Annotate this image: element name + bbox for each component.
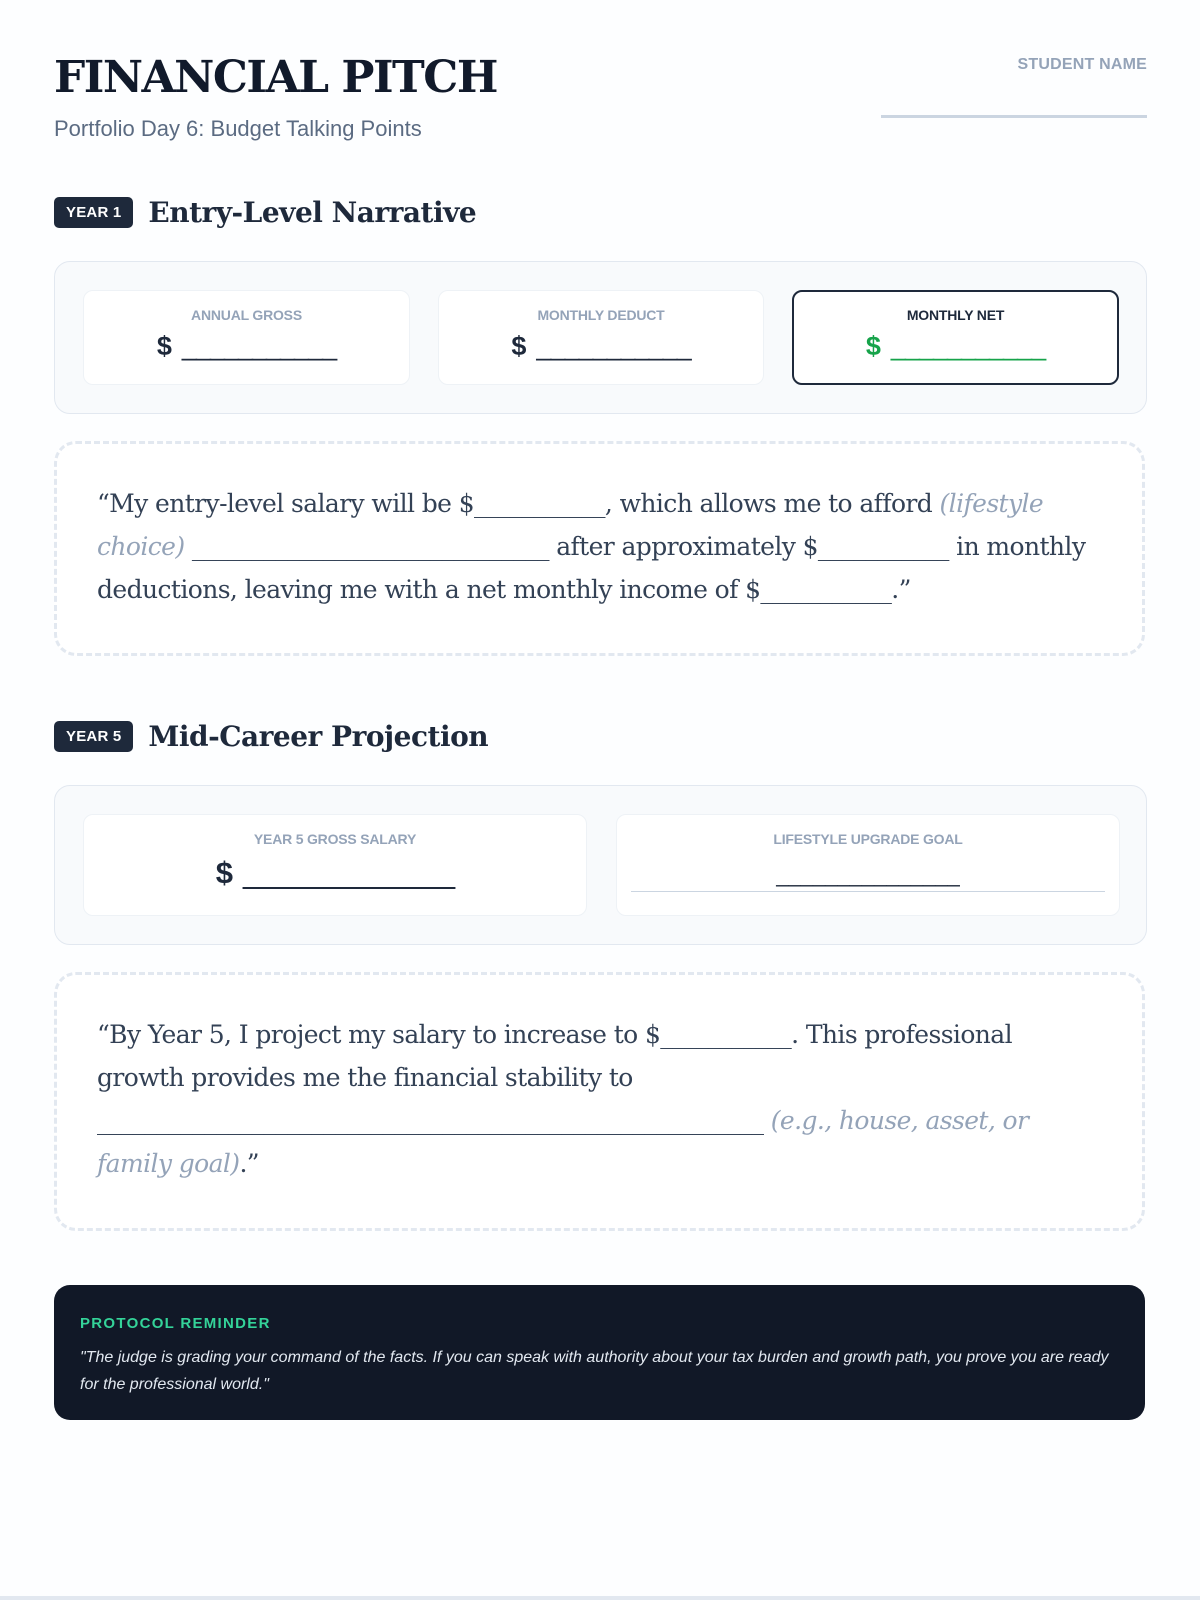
monthly-deduct-blank[interactable]: ___________ bbox=[536, 331, 691, 361]
lifestyle-upgrade-goal-field[interactable] bbox=[616, 814, 1120, 916]
currency-symbol: $ bbox=[156, 331, 172, 361]
lifestyle-upgrade-goal-label: LIFESTYLE UPGRADE GOAL bbox=[773, 831, 963, 847]
currency-symbol: $ bbox=[511, 331, 527, 361]
student-name-label: STUDENT NAME bbox=[1017, 56, 1147, 73]
monthly-deduct-field[interactable] bbox=[438, 290, 764, 385]
annual-gross-blank[interactable]: ___________ bbox=[181, 331, 337, 361]
year1-figures-card bbox=[54, 261, 1147, 414]
currency-symbol: $ bbox=[865, 331, 881, 361]
year1-narrative-part2: ______________________________ after approximately $___________ in monthly deductions, leaving me with a net monthly income of $___________.” bbox=[97, 532, 1086, 604]
year5-figures-card bbox=[54, 785, 1147, 945]
monthly-deduct-value bbox=[439, 331, 763, 362]
year5-gross-salary-value bbox=[84, 855, 586, 891]
year1-section-header bbox=[54, 196, 476, 229]
year1-narrative-text bbox=[97, 482, 1102, 611]
year5-gross-salary-field[interactable] bbox=[83, 814, 587, 916]
year5-narrative-part2: .” bbox=[239, 1149, 259, 1178]
year5-narrative-hint: (e.g., house, asset, or family goal) bbox=[97, 1106, 1029, 1178]
year5-section-title: Mid-Career Projection bbox=[148, 720, 489, 753]
header bbox=[54, 0, 1147, 170]
year1-section-title: Entry-Level Narrative bbox=[148, 196, 477, 229]
year1-narrative-hint: (lifestyle choice) bbox=[97, 489, 1044, 561]
worksheet-page bbox=[54, 0, 1147, 1393]
page-bottom-rule bbox=[0, 1596, 1200, 1600]
year5-narrative-box[interactable] bbox=[54, 972, 1145, 1231]
protocol-reminder-text: "The judge is grading your command of the facts. If you can speak with authority about your tax burden and growth path, you prove you are ready for the professional world." bbox=[80, 1349, 1109, 1393]
lifestyle-upgrade-goal-input[interactable]: _______________ bbox=[631, 859, 1105, 892]
currency-symbol: $ bbox=[215, 855, 234, 890]
monthly-net-field[interactable] bbox=[792, 290, 1119, 385]
monthly-net-label: MONTHLY NET bbox=[906, 307, 1005, 323]
page-title: FINANCIAL PITCH bbox=[54, 52, 497, 103]
year1-narrative-part1: “My entry-level salary will be $___________, which allows me to afford bbox=[97, 489, 940, 518]
annual-gross-label: ANNUAL GROSS bbox=[191, 307, 302, 323]
monthly-deduct-label: MONTHLY DEDUCT bbox=[537, 307, 665, 323]
year5-gross-salary-label: YEAR 5 GROSS SALARY bbox=[253, 831, 417, 847]
protocol-reminder-panel bbox=[54, 1285, 1145, 1420]
student-name-field[interactable] bbox=[881, 115, 1147, 118]
year1-narrative-box[interactable] bbox=[54, 441, 1145, 656]
year1-badge: YEAR 1 bbox=[54, 197, 133, 228]
monthly-net-value bbox=[794, 331, 1117, 362]
page-subtitle: Portfolio Day 6: Budget Talking Points bbox=[54, 116, 422, 141]
year5-narrative-text bbox=[97, 1013, 1102, 1185]
year5-narrative-part1: “By Year 5, I project my salary to increase to $___________. This professional growth provides me the financial stability to ________________________________________________________ bbox=[97, 1020, 1012, 1135]
protocol-reminder-title: PROTOCOL REMINDER bbox=[80, 1315, 271, 1332]
year5-section-header bbox=[54, 720, 488, 753]
year5-gross-salary-blank[interactable]: _____________ bbox=[243, 855, 455, 890]
annual-gross-field[interactable] bbox=[83, 290, 410, 385]
monthly-net-blank[interactable]: ___________ bbox=[890, 331, 1046, 361]
annual-gross-value bbox=[84, 331, 409, 362]
year5-badge: YEAR 5 bbox=[54, 721, 133, 752]
